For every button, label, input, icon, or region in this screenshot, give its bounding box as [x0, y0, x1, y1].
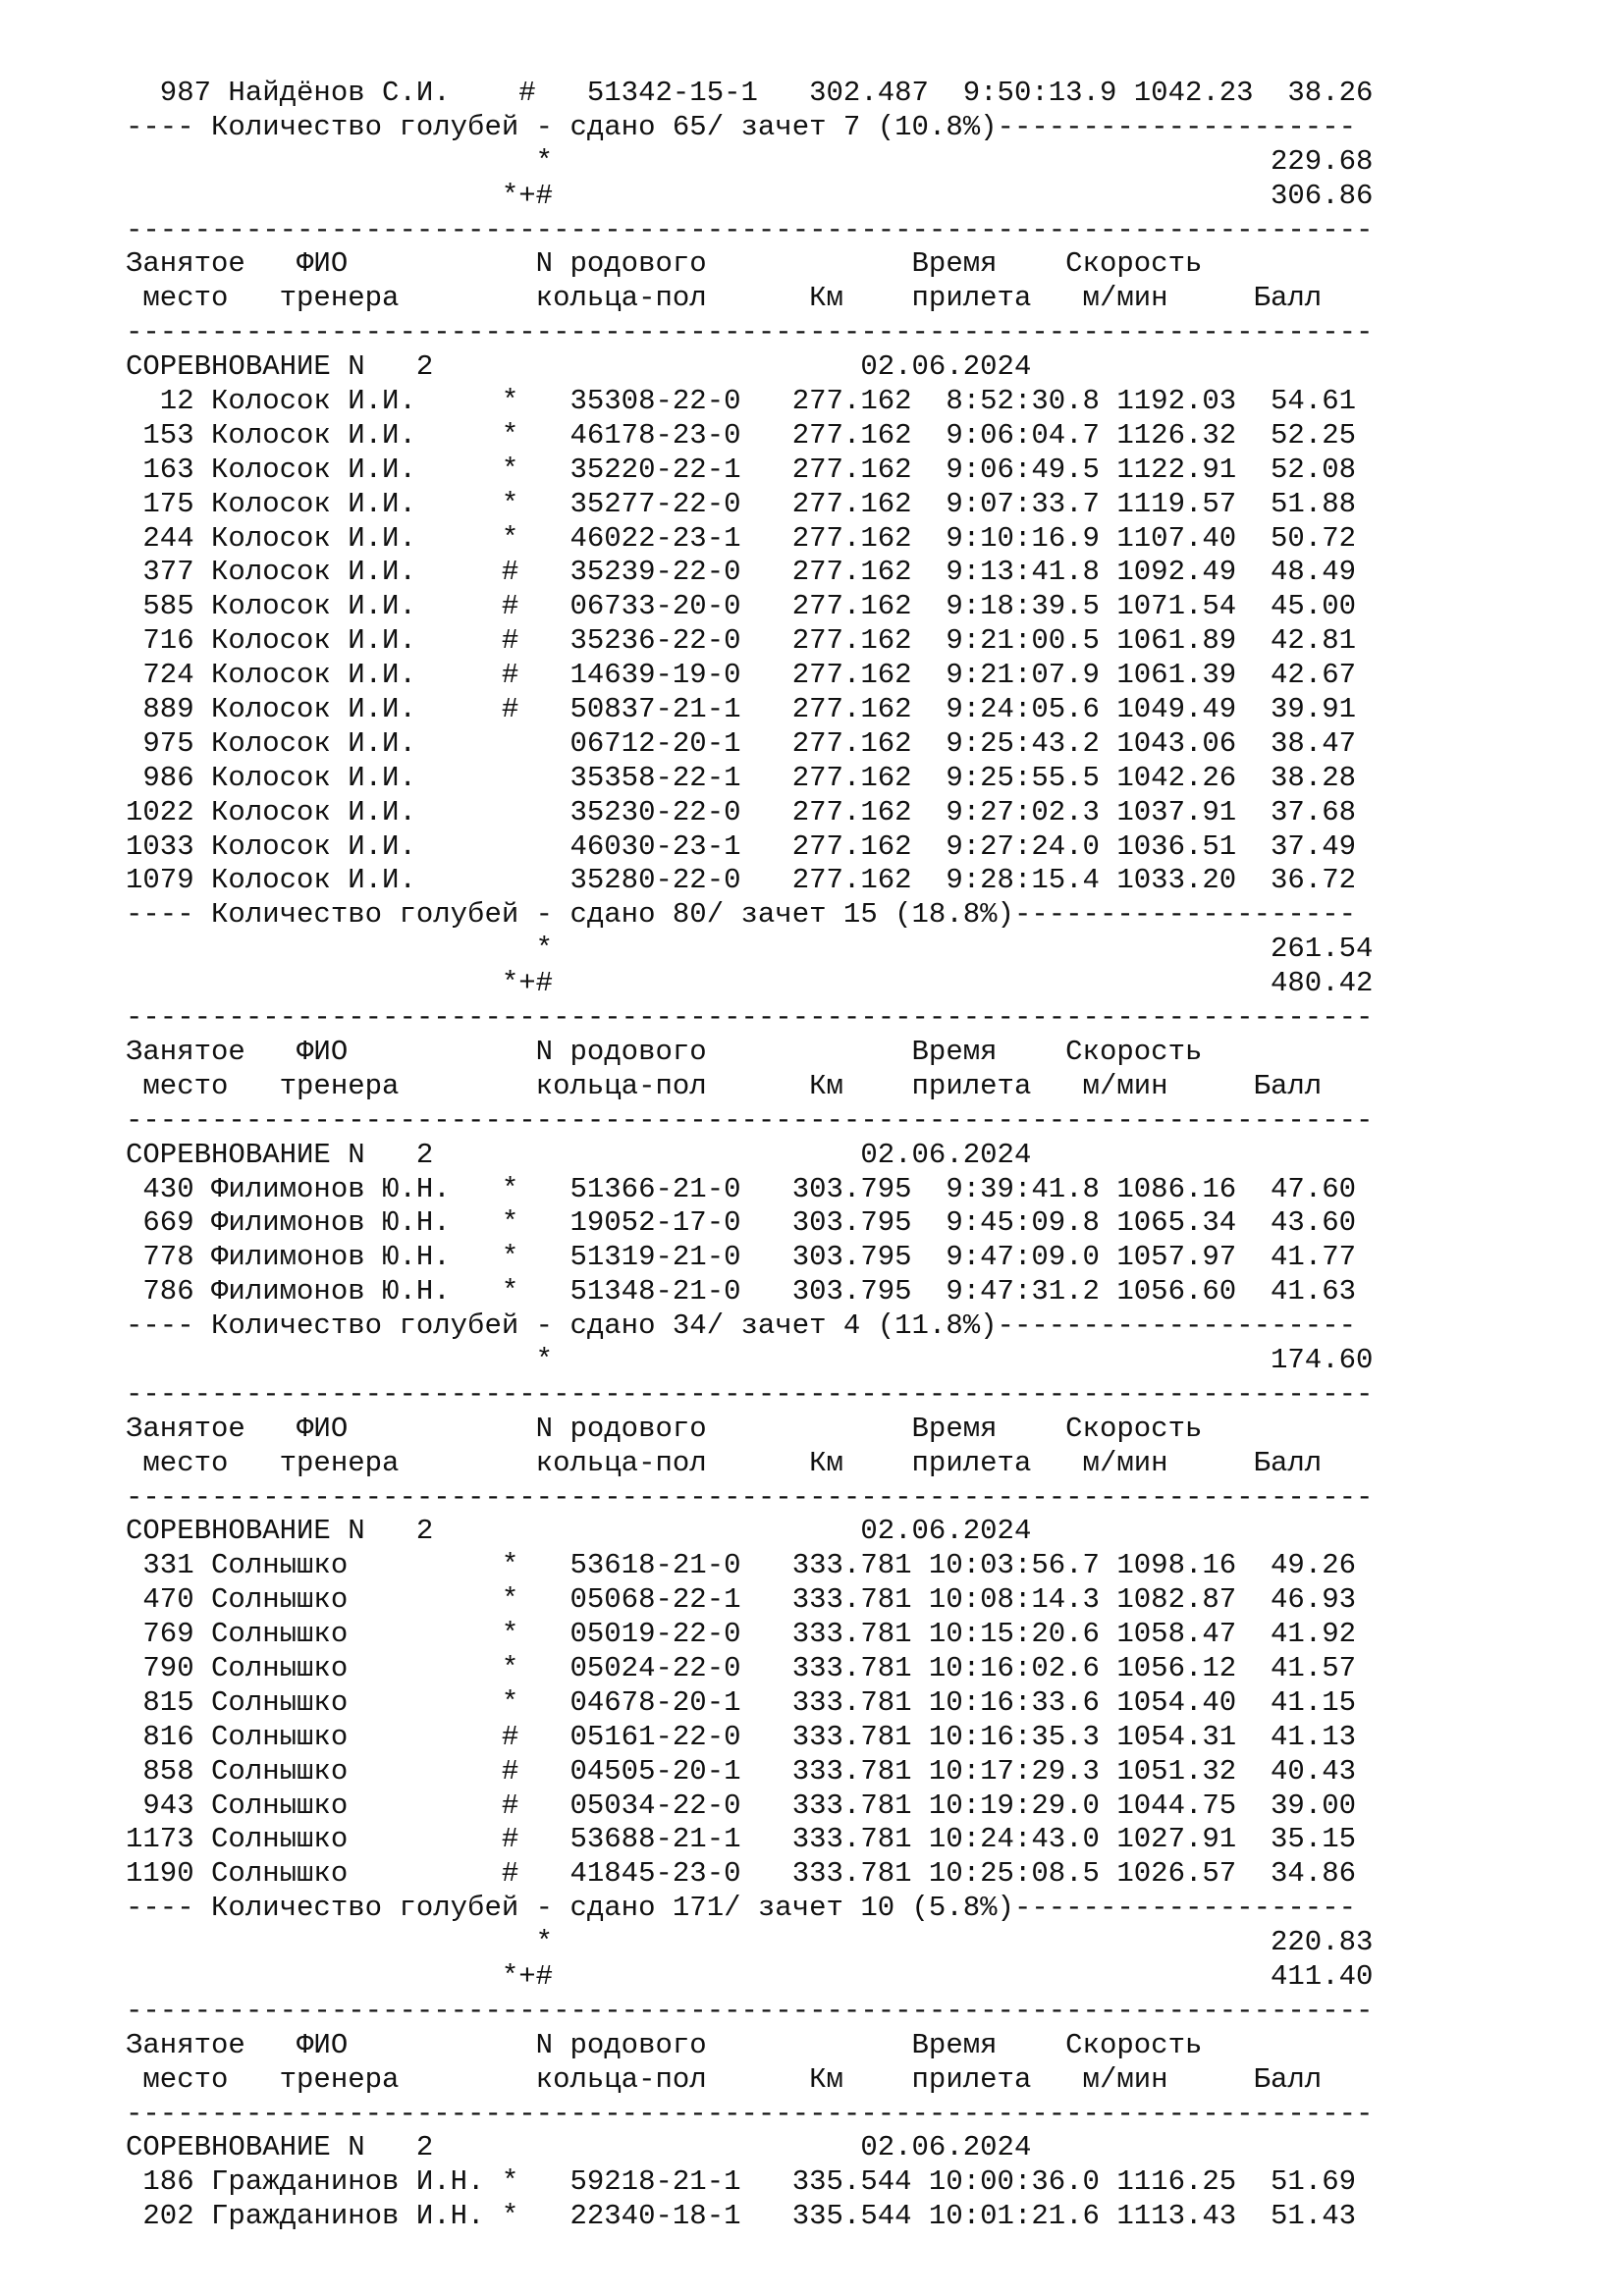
report-line: *+# 306.86 [126, 179, 1374, 212]
report-line: Занятое ФИО N родового Время Скорость [126, 2028, 1203, 2061]
report-line: 975 Колосок И.И. 06712-20-1 277.162 9:25:43.2 1043.06 38.47 [126, 726, 1357, 760]
report-line: 12 Колосок И.И. * 35308-22-0 277.162 8:52:30.8 1192.03 54.61 [126, 385, 1357, 418]
report-line: СОРЕВНОВАНИЕ N 2 02.06.2024 [126, 1138, 1032, 1171]
report-line: 1022 Колосок И.И. 35230-22-0 277.162 9:27:02.3 1037.91 37.68 [126, 795, 1357, 828]
report-line: 331 Солнышко * 53618-21-0 333.781 10:03:56.7 1098.16 49.26 [126, 1549, 1357, 1582]
report-line: 175 Колосок И.И. * 35277-22-0 277.162 9:07:33.7 1119.57 51.88 [126, 487, 1357, 520]
report-line: 430 Филимонов Ю.Н. * 51366-21-0 303.795 9:39:41.8 1086.16 47.60 [126, 1172, 1357, 1205]
report-line: 724 Колосок И.И. # 14639-19-0 277.162 9:21:07.9 1061.39 42.67 [126, 659, 1357, 692]
report-line: 986 Колосок И.И. 35358-22-1 277.162 9:25:55.5 1042.26 38.28 [126, 761, 1357, 794]
report-line: 816 Солнышко # 05161-22-0 333.781 10:16:35.3 1054.31 41.13 [126, 1720, 1357, 1753]
report-line: 889 Колосок И.И. # 50837-21-1 277.162 9:24:05.6 1049.49 39.91 [126, 693, 1357, 726]
report-line: ------------------------------------------------------------------------- [126, 2097, 1374, 2130]
report-line: * 174.60 [126, 1343, 1374, 1376]
report-line: 202 Гражданинов И.Н. * 22340-18-1 335.544 10:01:21.6 1113.43 51.43 [126, 2200, 1357, 2233]
report-line: ---- Количество голубей - сдано 34/ зачет 4 (11.8%)--------------------- [126, 1309, 1357, 1343]
report-line: 790 Солнышко * 05024-22-0 333.781 10:16:02.6 1056.12 41.57 [126, 1651, 1357, 1684]
report-line: 377 Колосок И.И. # 35239-22-0 277.162 9:13:41.8 1092.49 48.49 [126, 556, 1357, 589]
report-line: * 229.68 [126, 144, 1374, 178]
report-line: 1173 Солнышко # 53688-21-1 333.781 10:24:43.0 1027.91 35.15 [126, 1823, 1357, 1856]
report-line: ------------------------------------------------------------------------- [126, 1480, 1374, 1514]
report-line: 987 Найдёнов С.И. # 51342-15-1 302.487 9:50:13.9 1042.23 38.26 [126, 77, 1374, 109]
report-line: 858 Солнышко # 04505-20-1 333.781 10:17:29.3 1051.32 40.43 [126, 1754, 1357, 1788]
report-line: 669 Филимонов Ю.Н. * 19052-17-0 303.795 9:45:09.8 1065.34 43.60 [126, 1206, 1357, 1240]
report-line: 585 Колосок И.И. # 06733-20-0 277.162 9:18:39.5 1071.54 45.00 [126, 590, 1357, 623]
report-line: ---- Количество голубей - сдано 65/ зачет 7 (10.8%)--------------------- [126, 110, 1357, 143]
report-line: ---- Количество голубей - сдано 171/ зачет 10 (5.8%)-------------------- [126, 1892, 1357, 1925]
report-line: ------------------------------------------------------------------------- [126, 316, 1374, 349]
report-line: Занятое ФИО N родового Время Скорость [126, 247, 1203, 281]
report-line: ------------------------------------------------------------------------- [126, 213, 1374, 246]
report-line: * 261.54 [126, 933, 1374, 966]
report-line: 186 Гражданинов И.Н. * 59218-21-1 335.544 10:00:36.0 1116.25 51.69 [126, 2165, 1357, 2199]
report-line: место тренера кольца-пол Км прилета м/мин Балл [126, 282, 1323, 315]
report-line: СОРЕВНОВАНИЕ N 2 02.06.2024 [126, 2131, 1032, 2164]
report-line: 778 Филимонов Ю.Н. * 51319-21-0 303.795 9:47:09.0 1057.97 41.77 [126, 1241, 1357, 1274]
report-line: 769 Солнышко * 05019-22-0 333.781 10:15:20.6 1058.47 41.92 [126, 1618, 1357, 1651]
report-line: ------------------------------------------------------------------------- [126, 1001, 1374, 1035]
report-line: место тренера кольца-пол Км прилета м/мин Балл [126, 1069, 1323, 1102]
report-line: 716 Колосок И.И. # 35236-22-0 277.162 9:21:00.5 1061.89 42.81 [126, 624, 1357, 658]
report-line: 470 Солнышко * 05068-22-1 333.781 10:08:14.3 1082.87 46.93 [126, 1583, 1357, 1617]
results-report [126, 77, 1579, 2269]
report-line: место тренера кольца-пол Км прилета м/мин Балл [126, 1446, 1323, 1479]
report-line: Занятое ФИО N родового Время Скорость [126, 1412, 1203, 1445]
report-line: 1033 Колосок И.И. 46030-23-1 277.162 9:27:24.0 1036.51 37.49 [126, 829, 1357, 863]
report-line: 1190 Солнышко # 41845-23-0 333.781 10:25:08.5 1026.57 34.86 [126, 1857, 1357, 1891]
report-line: 244 Колосок И.И. * 46022-23-1 277.162 9:10:16.9 1107.40 50.72 [126, 521, 1357, 555]
report-line: 163 Колосок И.И. * 35220-22-1 277.162 9:06:49.5 1122.91 52.08 [126, 453, 1357, 486]
report-line: СОРЕВНОВАНИЕ N 2 02.06.2024 [126, 350, 1032, 384]
report-line: 943 Солнышко # 05034-22-0 333.781 10:19:29.0 1044.75 39.00 [126, 1789, 1357, 1822]
report-line [126, 2234, 1579, 2269]
report-line: 815 Солнышко * 04678-20-1 333.781 10:16:33.6 1054.40 41.15 [126, 1685, 1357, 1719]
report-line: 786 Филимонов Ю.Н. * 51348-21-0 303.795 9:47:31.2 1056.60 41.63 [126, 1275, 1357, 1308]
report-line: ------------------------------------------------------------------------- [126, 1103, 1374, 1137]
report-line: *+# 411.40 [126, 1959, 1374, 1993]
report-line: место тренера кольца-пол Км прилета м/мин Балл [126, 2062, 1323, 2096]
report-line: ---- Количество голубей - сдано 80/ зачет 15 (18.8%)-------------------- [126, 898, 1357, 932]
report-line: * 220.83 [126, 1926, 1374, 1959]
report-line: *+# 480.42 [126, 967, 1374, 1000]
report-line: ------------------------------------------------------------------------- [126, 1994, 1374, 2027]
report-line: СОРЕВНОВАНИЕ N 2 02.06.2024 [126, 1515, 1032, 1548]
report-line: 153 Колосок И.И. * 46178-23-0 277.162 9:06:04.7 1126.32 52.25 [126, 418, 1357, 452]
report-line: ------------------------------------------------------------------------- [126, 1377, 1374, 1411]
report-line: 1079 Колосок И.И. 35280-22-0 277.162 9:28:15.4 1033.20 36.72 [126, 864, 1357, 897]
report-line: Занятое ФИО N родового Время Скорость [126, 1035, 1203, 1068]
